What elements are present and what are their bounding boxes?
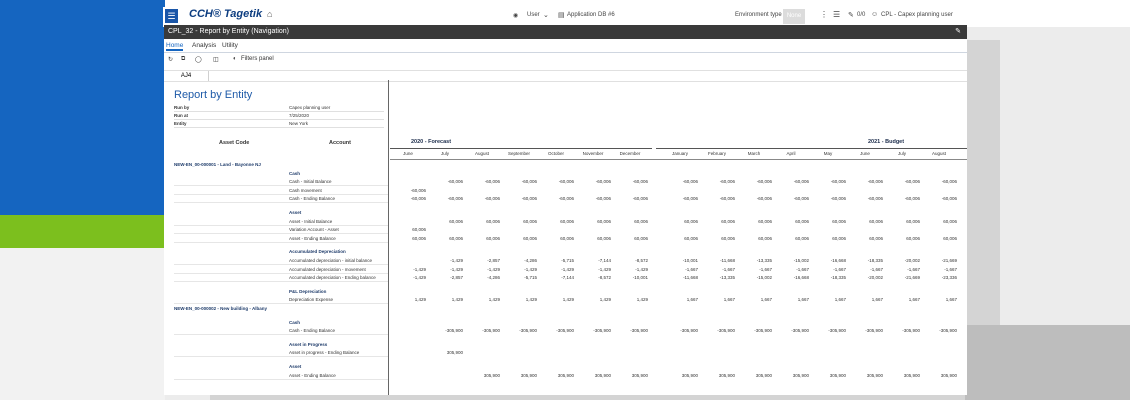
chevron-down-icon[interactable]: ⌄ — [543, 12, 549, 19]
month-header: July — [440, 151, 449, 156]
table-cell[interactable]: 1,667 — [760, 297, 772, 303]
month-header: November — [582, 151, 604, 156]
window-title: CPL_32 - Report by Entity (Navigation) — [168, 28, 289, 35]
columns-icon[interactable]: ◫ — [213, 57, 219, 63]
table-cell[interactable]: 305,900 — [792, 372, 809, 378]
table-cell[interactable]: -305,900 — [680, 328, 698, 334]
meta-value: 7/25/2020 — [289, 113, 310, 118]
table-cell[interactable]: 60,006 — [795, 218, 809, 224]
table-cell[interactable]: 1,429 — [636, 297, 648, 303]
table-cell[interactable]: 60,006 — [634, 235, 648, 241]
table-cell[interactable]: -7,144 — [598, 258, 611, 263]
report-title: Report by Entity — [174, 89, 253, 101]
row-label: Asset in progress - Ending Balance — [289, 350, 360, 356]
table-cell[interactable]: -305,900 — [445, 328, 463, 334]
table-cell[interactable]: -16,668 — [793, 275, 809, 281]
table-cell[interactable]: -5,715 — [524, 275, 537, 281]
table-cell[interactable]: 60,006 — [684, 235, 698, 241]
table-cell[interactable]: -60,006 — [830, 196, 846, 202]
table-cell[interactable]: 60,006 — [906, 218, 920, 224]
table-cell[interactable]: -60,006 — [719, 196, 735, 202]
month-header: August — [931, 151, 946, 156]
table-cell[interactable]: -15,002 — [756, 275, 772, 281]
account-group-row — [164, 248, 967, 256]
table-cell[interactable]: -5,715 — [561, 258, 574, 263]
month-header: January — [671, 151, 688, 156]
month-header: March — [747, 151, 761, 156]
table-cell[interactable]: 1,667 — [834, 297, 846, 303]
hamburger-icon[interactable]: ☰ — [165, 9, 178, 23]
row-label: Cash movement — [289, 187, 322, 193]
table-cell[interactable]: -305,900 — [556, 328, 574, 334]
table-cell[interactable]: 305,900 — [755, 372, 772, 378]
table-cell[interactable]: -7,144 — [561, 275, 574, 281]
table-cell[interactable]: -60,006 — [867, 196, 883, 202]
table-cell[interactable]: 305,900 — [829, 372, 846, 378]
table-cell[interactable]: 305,900 — [631, 372, 648, 378]
account-group-row — [164, 319, 967, 327]
meta-entity — [174, 120, 384, 128]
table-cell[interactable]: -21,669 — [941, 258, 957, 263]
month-header: February — [707, 151, 726, 156]
row-label: Accumulated depreciation - movement — [289, 266, 366, 272]
copy-icon[interactable]: ⧉ — [181, 56, 186, 62]
table-cell[interactable]: -60,006 — [447, 179, 463, 185]
filter-icon[interactable]: ◐ — [233, 56, 237, 62]
filters-panel-button[interactable]: Filters panel — [241, 56, 274, 62]
table-cell[interactable]: 305,900 — [594, 372, 611, 378]
table-cell[interactable]: -13,335 — [719, 275, 735, 281]
table-cell[interactable]: -60,006 — [941, 196, 957, 202]
table-cell[interactable]: 60,006 — [412, 227, 426, 233]
table-cell[interactable]: -305,900 — [519, 328, 537, 334]
ribbon-tabs — [164, 40, 967, 53]
table-cell[interactable]: -60,006 — [793, 196, 809, 202]
table-cell[interactable]: 305,900 — [718, 372, 735, 378]
row-label: Cash - Ending Balance — [289, 196, 336, 202]
environment-type-label: Environment type — [735, 12, 782, 18]
table-cell[interactable]: 305,900 — [520, 372, 537, 378]
month-header: July — [897, 151, 906, 156]
more-vertical-icon[interactable]: ⋮ — [820, 10, 828, 19]
table-cell[interactable]: -20,002 — [867, 275, 883, 281]
table-row — [164, 327, 967, 335]
table-row — [164, 226, 967, 234]
table-cell[interactable]: -1,667 — [796, 266, 809, 272]
row-label: Accumulated depreciation - initial balance — [289, 258, 373, 263]
table-cell[interactable]: -60,006 — [756, 179, 772, 185]
window-titlebar — [164, 25, 967, 39]
table-cell[interactable]: -1,667 — [907, 266, 920, 272]
table-row — [164, 274, 967, 282]
row-label: Asset - Ending Balance — [289, 372, 336, 378]
table-cell[interactable]: 1,429 — [488, 297, 500, 303]
meta-value: New York — [289, 121, 309, 126]
month-header: May — [823, 151, 833, 156]
table-cell[interactable]: -60,006 — [447, 196, 463, 202]
month-header: August — [474, 151, 489, 156]
row-label: Cash - Ending Balance — [289, 328, 336, 334]
table-cell[interactable]: -11,668 — [720, 258, 735, 263]
table-cell[interactable]: -305,900 — [865, 328, 883, 334]
row-label: Accumulated depreciation - Ending balance — [289, 275, 376, 281]
table-row — [164, 266, 967, 274]
background-band-green — [0, 215, 165, 248]
table-row — [164, 235, 967, 243]
table-cell[interactable]: -60,006 — [756, 196, 772, 202]
table-cell[interactable]: -1,667 — [722, 266, 735, 272]
period-header-2021: 2021 - Budget — [868, 139, 905, 145]
table-cell[interactable]: -60,006 — [521, 196, 537, 202]
tenant-label[interactable]: CPL - Capex planning user — [881, 12, 953, 18]
table-cell[interactable]: -305,900 — [828, 328, 846, 334]
table-cell[interactable]: 1,667 — [686, 297, 698, 303]
table-cell[interactable]: -18,335 — [830, 275, 846, 281]
table-cell[interactable]: 60,006 — [412, 235, 426, 241]
table-cell[interactable]: -60,006 — [595, 196, 611, 202]
table-cell[interactable]: -60,006 — [484, 196, 500, 202]
home-icon[interactable]: ⌂ — [267, 9, 273, 19]
row-label: Cash — [289, 319, 301, 325]
database-icon: ▤ — [558, 12, 565, 19]
table-cell[interactable]: 1,429 — [414, 297, 426, 303]
row-label: Asset — [289, 364, 302, 369]
table-cell[interactable]: -1,429 — [635, 266, 648, 272]
row-label: Accumulated Depreciation — [289, 249, 346, 255]
month-header: September — [507, 151, 530, 156]
table-cell[interactable]: -1,429 — [450, 258, 463, 263]
table-cell[interactable]: 305,900 — [866, 372, 883, 378]
table-cell[interactable]: -60,006 — [682, 196, 698, 202]
table-cell[interactable]: 60,006 — [869, 218, 883, 224]
table-cell[interactable]: 60,006 — [943, 235, 957, 241]
table-cell[interactable]: -60,006 — [410, 187, 426, 193]
table-cell[interactable]: -60,006 — [941, 179, 957, 185]
table-cell[interactable]: -4,286 — [524, 258, 537, 263]
background-band-grey — [965, 325, 1130, 400]
table-cell[interactable]: 1,667 — [871, 297, 883, 303]
table-cell[interactable]: 305,900 — [940, 372, 957, 378]
meta-key: Entity — [174, 121, 187, 126]
table-cell[interactable]: 305,900 — [446, 350, 463, 356]
row-label: Asset - Initial Balance — [289, 218, 333, 224]
table-cell[interactable]: -60,006 — [558, 179, 574, 185]
table-cell[interactable]: -1,429 — [561, 266, 574, 272]
table-row — [164, 296, 967, 304]
table-cell[interactable]: 1,429 — [599, 297, 611, 303]
table-cell[interactable]: 1,429 — [562, 297, 574, 303]
table-cell[interactable]: 60,006 — [523, 235, 537, 241]
month-header: April — [786, 151, 796, 156]
table-cell[interactable]: -1,429 — [524, 266, 537, 272]
table-cell[interactable]: 60,006 — [523, 218, 537, 224]
table-cell[interactable]: -305,900 — [754, 328, 772, 334]
tab-home[interactable]: Home — [166, 42, 184, 49]
account-group-row — [164, 341, 967, 349]
table-cell[interactable]: -1,667 — [870, 266, 883, 272]
entity-row — [164, 305, 967, 313]
tab-utility[interactable]: Utility — [222, 42, 238, 49]
user-icon[interactable]: ☺ — [871, 11, 879, 18]
table-cell[interactable]: -60,006 — [682, 179, 698, 185]
table-cell[interactable]: 60,006 — [560, 218, 574, 224]
table-cell[interactable]: -60,006 — [904, 179, 920, 185]
cell-reference[interactable]: AJ4 — [164, 71, 209, 81]
table-cell[interactable]: 60,006 — [758, 235, 772, 241]
table-cell[interactable]: -305,900 — [717, 328, 735, 334]
app-logo: CCH® Tagetik — [189, 8, 263, 20]
table-cell[interactable]: -1,667 — [944, 266, 957, 272]
table-cell[interactable]: -305,900 — [791, 328, 809, 334]
table-cell[interactable]: -60,006 — [521, 179, 537, 185]
table-row — [164, 218, 967, 226]
month-header: December — [619, 151, 641, 156]
table-cell[interactable]: 60,006 — [486, 218, 500, 224]
table-cell[interactable]: 60,006 — [795, 235, 809, 241]
table-cell[interactable]: 60,006 — [449, 235, 463, 241]
row-label: Cash — [289, 170, 301, 176]
table-cell[interactable]: -60,006 — [632, 196, 648, 202]
row-label: Asset — [289, 210, 302, 215]
table-row — [164, 178, 967, 186]
notification-count: 0/0 — [857, 12, 866, 18]
table-cell[interactable]: 60,006 — [684, 218, 698, 224]
table-cell[interactable]: -16,668 — [830, 258, 846, 263]
background-band-light — [0, 248, 165, 400]
table-cell[interactable]: -1,429 — [598, 266, 611, 272]
table-cell[interactable]: -21,669 — [904, 275, 920, 281]
table-cell[interactable]: -23,336 — [941, 275, 957, 281]
background-band-blue — [0, 0, 165, 215]
table-cell[interactable]: 60,006 — [906, 235, 920, 241]
table-cell[interactable]: -60,006 — [830, 179, 846, 185]
table-cell[interactable]: 1,429 — [525, 297, 537, 303]
table-cell[interactable]: 60,006 — [721, 218, 735, 224]
table-cell[interactable]: 60,006 — [449, 218, 463, 224]
application-selector[interactable]: Application DB #6 — [567, 12, 615, 18]
table-cell[interactable]: -60,006 — [595, 179, 611, 185]
top-bar — [163, 7, 967, 27]
table-cell[interactable]: 60,006 — [721, 235, 735, 241]
table-cell[interactable]: -20,002 — [904, 258, 920, 263]
account-group-row — [164, 209, 967, 217]
attachment-icon[interactable]: ✎ — [848, 12, 854, 19]
period-header-2020: 2020 - Forecast — [411, 139, 452, 145]
table-cell[interactable]: 1,667 — [945, 297, 957, 303]
table-cell[interactable]: -305,900 — [482, 328, 500, 334]
table-cell[interactable]: -305,900 — [630, 328, 648, 334]
meta-run-by — [174, 104, 384, 112]
row-label: P&L Depreciation — [289, 288, 327, 294]
meta-key: Run by — [174, 105, 190, 110]
comment-icon[interactable]: ◯ — [195, 57, 202, 63]
table-cell[interactable]: -10,001 — [682, 258, 698, 263]
user-selector[interactable]: User — [527, 12, 540, 18]
table-cell[interactable]: 60,006 — [486, 235, 500, 241]
table-cell[interactable]: -60,006 — [867, 179, 883, 185]
meta-key: Run at — [174, 113, 188, 118]
table-row — [164, 372, 967, 380]
table-cell[interactable]: -10,001 — [632, 275, 648, 281]
account-group-row — [164, 288, 967, 296]
month-header: October — [547, 151, 564, 156]
table-cell[interactable]: -60,006 — [484, 179, 500, 185]
entity-row — [164, 161, 967, 169]
table-cell[interactable]: -60,006 — [632, 179, 648, 185]
table-cell[interactable]: -1,667 — [759, 266, 772, 272]
table-cell[interactable]: 1,667 — [797, 297, 809, 303]
table-cell[interactable]: -15,002 — [793, 258, 809, 263]
row-label: Asset in Progress — [289, 341, 328, 347]
row-label: Cash - Initial Balance — [289, 179, 332, 185]
table-cell[interactable]: 305,900 — [557, 372, 574, 378]
table-cell[interactable]: -8,572 — [635, 258, 648, 263]
table-cell[interactable]: -305,900 — [593, 328, 611, 334]
table-cell[interactable]: 60,006 — [869, 235, 883, 241]
table-cell[interactable]: 1,667 — [723, 297, 735, 303]
account-group-row — [164, 363, 967, 371]
table-row — [164, 257, 967, 265]
formula-bar — [164, 70, 967, 82]
eye-icon: ◉ — [513, 13, 519, 19]
row-label: NEW-EN_00-000001 - Land - Bayonne NJ — [174, 162, 261, 167]
table-cell[interactable]: -60,006 — [719, 179, 735, 185]
list-icon[interactable]: ☰ — [833, 10, 841, 19]
meta-run-at — [174, 112, 384, 120]
table-cell[interactable]: 305,900 — [903, 372, 920, 378]
ribbon-toolbar — [164, 54, 967, 66]
table-cell[interactable]: -2,857 — [487, 258, 500, 263]
table-row — [164, 349, 967, 357]
table-cell[interactable]: 60,006 — [832, 218, 846, 224]
table-cell[interactable]: -13,335 — [756, 258, 772, 263]
table-row — [164, 187, 967, 195]
table-cell[interactable]: -8,572 — [598, 275, 611, 281]
table-cell[interactable]: -60,006 — [793, 179, 809, 185]
table-cell[interactable]: -1,667 — [833, 266, 846, 272]
table-cell[interactable]: -60,006 — [904, 196, 920, 202]
row-label: Depreciation Expense — [289, 297, 334, 303]
table-cell[interactable]: -60,006 — [558, 196, 574, 202]
environment-type-select[interactable]: None — [783, 9, 805, 24]
table-cell[interactable]: -2,857 — [450, 275, 463, 281]
table-cell[interactable]: 60,006 — [758, 218, 772, 224]
table-cell[interactable]: -11,668 — [683, 275, 698, 281]
table-cell[interactable]: 1,667 — [908, 297, 920, 303]
account-header: Account — [329, 140, 351, 146]
table-cell[interactable]: -1,429 — [450, 266, 463, 272]
table-cell[interactable]: 305,900 — [483, 372, 500, 378]
table-cell[interactable]: -1,429 — [413, 275, 426, 281]
table-cell[interactable]: -1,429 — [487, 266, 500, 272]
table-cell[interactable]: 60,006 — [832, 235, 846, 241]
account-group-row — [164, 170, 967, 178]
table-cell[interactable]: -305,900 — [902, 328, 920, 334]
report-window — [164, 25, 967, 395]
row-label: Asset - Ending Balance — [289, 235, 336, 241]
table-cell[interactable]: 60,006 — [943, 218, 957, 224]
table-cell[interactable]: 60,006 — [634, 218, 648, 224]
edit-icon[interactable]: ✎ — [955, 28, 961, 35]
row-label: Variation Account - Asset — [289, 227, 339, 233]
table-cell[interactable]: -4,286 — [487, 275, 500, 281]
asset-code-header: Asset Code — [219, 140, 250, 146]
meta-value: Capex planning user — [289, 105, 331, 110]
table-cell[interactable]: -18,335 — [867, 258, 883, 263]
table-cell[interactable]: 60,006 — [560, 235, 574, 241]
table-cell[interactable]: 305,900 — [681, 372, 698, 378]
table-cell[interactable]: -305,900 — [939, 328, 957, 334]
refresh-icon[interactable]: ↻ — [168, 57, 174, 63]
table-cell[interactable]: 1,429 — [451, 297, 463, 303]
row-label: NEW-EN_00-000002 - New building - Albany — [174, 306, 268, 311]
table-row — [164, 195, 967, 203]
report-grid — [164, 159, 967, 395]
table-cell[interactable]: -1,667 — [685, 266, 698, 272]
table-cell[interactable]: -1,429 — [413, 266, 426, 272]
table-cell[interactable]: -60,006 — [410, 196, 426, 202]
table-cell[interactable]: 60,006 — [597, 235, 611, 241]
table-cell[interactable]: 60,006 — [597, 218, 611, 224]
month-header: June — [860, 151, 870, 156]
tab-analysis[interactable]: Analysis — [192, 42, 217, 49]
month-header: June — [403, 151, 413, 156]
